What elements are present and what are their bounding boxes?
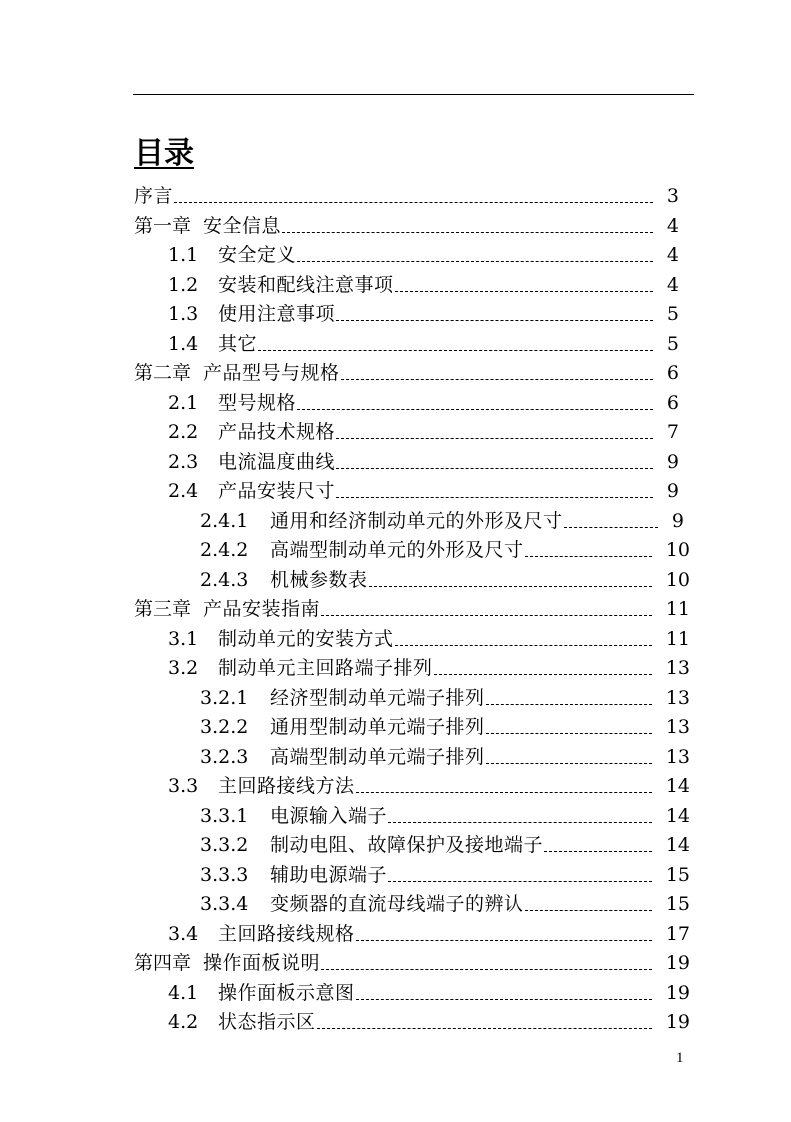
toc-dot-leader xyxy=(297,261,653,262)
toc-entry-title: 制动单元主回路端子排列 xyxy=(218,657,433,679)
toc-entry-page: 14 xyxy=(665,775,690,797)
toc-entry[interactable] xyxy=(0,654,791,684)
toc-dot-leader xyxy=(544,851,652,852)
toc-entry-title: 其它 xyxy=(218,332,258,355)
header-rule xyxy=(133,94,694,95)
toc-list xyxy=(0,182,791,1038)
toc-entry-number: 第二章 xyxy=(134,362,192,384)
toc-entry-title: 产品安装指南 xyxy=(203,598,321,620)
toc-entry-number: 1.4 xyxy=(168,332,199,355)
toc-entry-number: 2.1 xyxy=(168,391,199,414)
toc-entry-page: 17 xyxy=(665,922,690,945)
toc-entry-number: 第三章 xyxy=(134,598,192,620)
toc-entry[interactable] xyxy=(0,979,791,1009)
toc-entry-number: 2.4.1 xyxy=(200,509,249,532)
toc-dot-leader xyxy=(258,350,653,351)
toc-entry-page: 11 xyxy=(665,627,690,650)
toc-entry[interactable] xyxy=(0,359,791,389)
toc-entry[interactable] xyxy=(0,536,791,566)
toc-dot-leader xyxy=(486,733,652,734)
toc-dot-leader xyxy=(434,674,652,675)
toc-entry-page: 19 xyxy=(665,1011,690,1033)
toc-dot-leader xyxy=(388,822,652,823)
toc-entry-number: 2.3 xyxy=(168,450,199,473)
toc-entry[interactable] xyxy=(0,182,791,212)
toc-entry-title: 主回路接线规格 xyxy=(218,922,355,945)
toc-entry-page: 7 xyxy=(666,421,679,443)
toc-entry-number: 3.2 xyxy=(168,657,199,679)
toc-entry-number: 3.3 xyxy=(168,775,199,797)
toc-entry-number: 3.3.2 xyxy=(200,834,249,856)
toc-entry[interactable] xyxy=(0,330,791,360)
toc-entry-page: 6 xyxy=(666,362,679,384)
toc-entry-title: 序言 xyxy=(134,185,174,207)
toc-entry-title: 产品型号与规格 xyxy=(203,362,340,384)
toc-dot-leader xyxy=(395,291,653,292)
toc-entry[interactable] xyxy=(0,743,791,773)
toc-entry[interactable] xyxy=(0,300,791,330)
toc-entry[interactable] xyxy=(0,566,791,596)
toc-entry-page: 13 xyxy=(665,745,690,768)
toc-dot-leader xyxy=(341,379,653,380)
toc-entry[interactable] xyxy=(0,772,791,802)
toc-entry-number: 4.2 xyxy=(168,1011,199,1033)
toc-entry[interactable] xyxy=(0,477,791,507)
toc-entry-page: 13 xyxy=(665,657,690,679)
toc-entry-page: 4 xyxy=(666,244,679,266)
toc-entry-page: 10 xyxy=(665,539,690,561)
toc-entry-number: 3.3.1 xyxy=(200,804,249,827)
toc-entry[interactable] xyxy=(0,212,791,242)
toc-dot-leader xyxy=(525,556,652,557)
toc-entry-number: 3.2.3 xyxy=(200,745,249,768)
toc-entry-number: 3.4 xyxy=(168,922,199,945)
toc-entry-page: 4 xyxy=(666,273,679,296)
toc-entry-page: 4 xyxy=(666,214,679,237)
toc-entry[interactable] xyxy=(0,389,791,419)
toc-entry-page: 19 xyxy=(665,952,690,974)
toc-entry-title: 操作面板示意图 xyxy=(218,981,355,1004)
toc-entry[interactable] xyxy=(0,713,791,743)
toc-entry-title: 操作面板说明 xyxy=(203,952,321,974)
toc-entry-title: 产品技术规格 xyxy=(218,421,336,443)
toc-entry[interactable] xyxy=(0,890,791,920)
toc-dot-leader xyxy=(369,586,652,587)
toc-dot-leader xyxy=(336,320,653,321)
toc-entry-page: 13 xyxy=(665,686,690,709)
toc-entry-title: 通用型制动单元端子排列 xyxy=(270,716,485,738)
toc-dot-leader xyxy=(336,468,653,469)
toc-entry[interactable] xyxy=(0,684,791,714)
toc-dot-leader xyxy=(297,409,653,410)
toc-entry[interactable] xyxy=(0,1008,791,1038)
toc-entry[interactable] xyxy=(0,802,791,832)
toc-entry-number: 1.1 xyxy=(168,244,199,266)
toc-entry-page: 10 xyxy=(665,568,690,591)
toc-dot-leader xyxy=(282,232,653,233)
toc-dot-leader xyxy=(388,881,652,882)
toc-entry-page: 11 xyxy=(665,598,690,620)
toc-entry-title: 高端型制动单元端子排列 xyxy=(270,745,485,768)
toc-entry-title: 安全信息 xyxy=(203,214,282,237)
toc-entry-title: 状态指示区 xyxy=(218,1011,316,1033)
toc-entry-page: 5 xyxy=(666,332,679,355)
toc-entry-title: 型号规格 xyxy=(218,391,297,414)
toc-entry-number: 2.4.2 xyxy=(200,539,249,561)
toc-entry[interactable] xyxy=(0,595,791,625)
toc-entry-title: 使用注意事项 xyxy=(218,303,336,325)
toc-entry-page: 19 xyxy=(665,981,690,1004)
toc-entry-number: 2.4.3 xyxy=(200,568,249,591)
toc-dot-leader xyxy=(525,910,652,911)
toc-entry[interactable] xyxy=(0,861,791,891)
toc-dot-leader xyxy=(174,202,653,203)
toc-entry-page: 14 xyxy=(665,834,690,856)
toc-entry-number: 2.2 xyxy=(168,421,199,443)
toc-entry-page: 3 xyxy=(666,185,679,207)
toc-dot-leader xyxy=(564,527,658,528)
toc-entry-number: 第四章 xyxy=(134,952,192,974)
toc-dot-leader xyxy=(336,497,653,498)
toc-entry-page: 13 xyxy=(665,716,690,738)
toc-entry[interactable] xyxy=(0,418,791,448)
toc-entry-title: 电流温度曲线 xyxy=(218,450,336,473)
toc-dot-leader xyxy=(317,1028,652,1029)
toc-dot-leader xyxy=(321,615,652,616)
toc-dot-leader xyxy=(321,969,652,970)
toc-entry-title: 安全定义 xyxy=(218,244,297,266)
toc-entry-title: 通用和经济制动单元的外形及尺寸 xyxy=(270,509,563,532)
toc-entry[interactable] xyxy=(0,241,791,271)
toc-entry-page: 9 xyxy=(666,480,679,502)
page-number: 1 xyxy=(676,1050,684,1066)
toc-entry-number: 1.3 xyxy=(168,303,199,325)
toc-entry-number: 3.2.2 xyxy=(200,716,249,738)
toc-entry-page: 15 xyxy=(665,863,690,886)
toc-entry-title: 变频器的直流母线端子的辨认 xyxy=(270,893,524,915)
toc-dot-leader xyxy=(356,792,652,793)
toc-dot-leader xyxy=(336,438,653,439)
toc-entry-number: 第一章 xyxy=(134,214,192,237)
toc-entry-title: 辅助电源端子 xyxy=(270,863,388,886)
toc-entry[interactable] xyxy=(0,949,791,979)
toc-entry-number: 4.1 xyxy=(168,981,199,1004)
toc-entry-title: 主回路接线方法 xyxy=(218,775,355,797)
toc-entry[interactable] xyxy=(0,831,791,861)
toc-entry-number: 2.4 xyxy=(168,480,199,502)
toc-entry-title: 制动单元的安装方式 xyxy=(218,627,394,650)
toc-dot-leader xyxy=(486,763,652,764)
toc-title: 目录 xyxy=(134,136,194,171)
toc-entry[interactable] xyxy=(0,507,791,537)
toc-dot-leader xyxy=(486,704,652,705)
toc-entry-page: 6 xyxy=(666,391,679,414)
toc-entry-title: 机械参数表 xyxy=(270,568,368,591)
toc-entry-title: 安装和配线注意事项 xyxy=(218,273,394,296)
toc-entry-number: 1.2 xyxy=(168,273,199,296)
toc-entry-title: 电源输入端子 xyxy=(270,804,388,827)
toc-entry-title: 制动电阻、故障保护及接地端子 xyxy=(270,834,544,856)
toc-entry-page: 15 xyxy=(665,893,690,915)
toc-entry[interactable] xyxy=(0,448,791,478)
toc-entry[interactable] xyxy=(0,271,791,301)
toc-entry-page: 9 xyxy=(666,450,679,473)
toc-dot-leader xyxy=(356,940,652,941)
toc-dot-leader xyxy=(395,645,652,646)
toc-entry-page: 5 xyxy=(666,303,679,325)
toc-entry-number: 3.2.1 xyxy=(200,686,249,709)
toc-entry-page: 14 xyxy=(665,804,690,827)
toc-entry-number: 3.3.4 xyxy=(200,893,249,915)
toc-entry-page: 9 xyxy=(671,509,684,532)
toc-entry-title: 经济型制动单元端子排列 xyxy=(270,686,485,709)
toc-entry-title: 产品安装尺寸 xyxy=(218,480,336,502)
toc-entry-number: 3.1 xyxy=(168,627,199,650)
toc-entry-title: 高端型制动单元的外形及尺寸 xyxy=(270,539,524,561)
toc-dot-leader xyxy=(356,999,652,1000)
toc-entry[interactable] xyxy=(0,920,791,950)
toc-entry[interactable] xyxy=(0,625,791,655)
toc-entry-number: 3.3.3 xyxy=(200,863,249,886)
